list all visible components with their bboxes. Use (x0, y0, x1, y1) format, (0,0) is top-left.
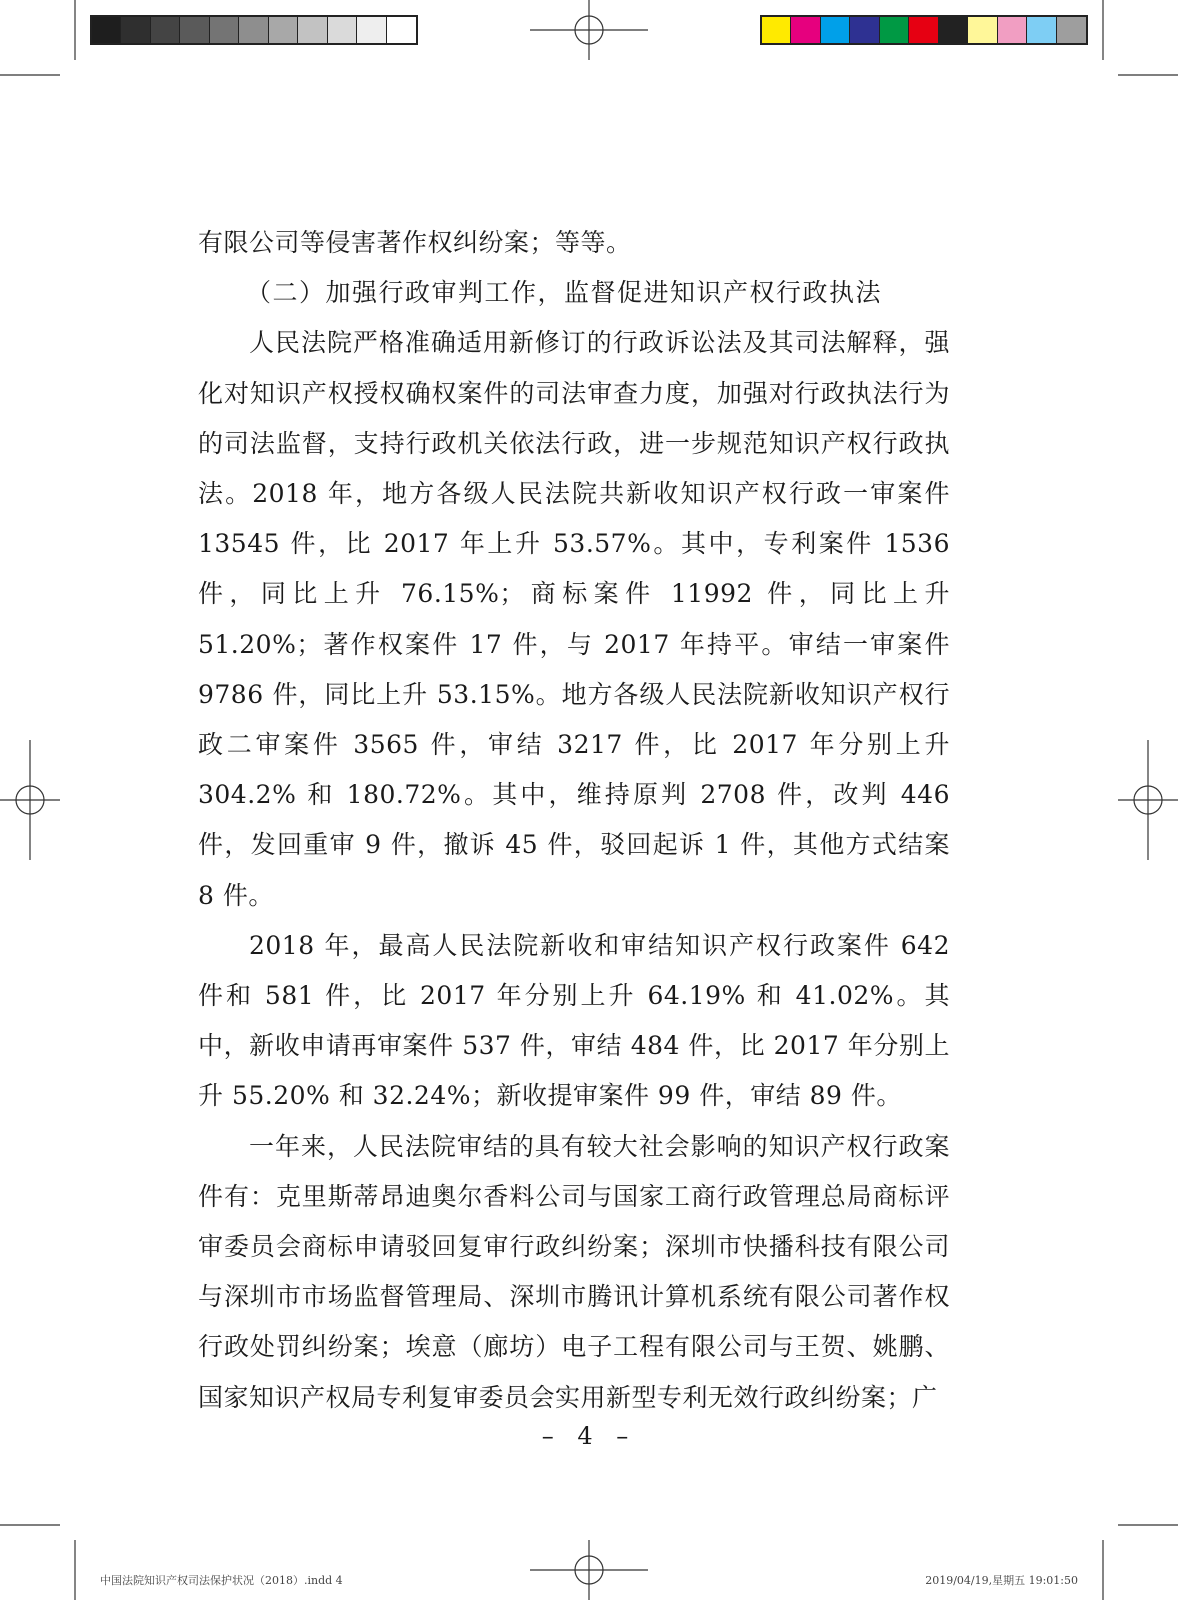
color-swatch (968, 17, 997, 43)
gray-swatch (239, 17, 268, 43)
color-swatch (909, 17, 938, 43)
color-swatch (821, 17, 850, 43)
gray-swatch (387, 17, 416, 43)
gray-swatch (92, 17, 121, 43)
color-swatch (880, 17, 909, 43)
gray-swatch (121, 17, 150, 43)
gray-swatch (151, 17, 180, 43)
gray-swatch (180, 17, 209, 43)
color-swatch (1027, 17, 1056, 43)
grayscale-bar (90, 15, 418, 45)
footer-filename: 中国法院知识产权司法保护状况（2018）.indd 4 (100, 1574, 343, 1587)
gray-swatch (328, 17, 357, 43)
paragraph-3: 一年来，人民法院审结的具有较大社会影响的知识产权行政案件有：克里斯蒂昂迪奥尔香料公司与国家工商行政管理总局商标评审委员会商标申请驳回复审行政纠纷案；深圳市快播科技有限公司与深圳市市场监督管理局、深圳市腾讯计算机系统有限公司著作权行政处罚纠纷案；埃意（廊坊）电子工程有限公司与王贺、姚鹏、国家知识产权局专利复审委员会实用新型专利无效行政纠纷案；广 (198, 1131, 950, 1412)
paragraph-2: 2018 年，最高人民法院新收和审结知识产权行政案件 642 件和 581 件，比 2017 年分别上升 64.19% 和 41.02%。其中，新收申请再审案件 537 件，审结 484 件，比 2017 年分别上升 55.20% 和 32.24%；新收提审案件 99 件，审结 89 件。 (198, 930, 950, 1111)
color-swatch (939, 17, 968, 43)
color-swatch (762, 17, 791, 43)
color-swatch (1057, 17, 1086, 43)
paragraph-1: 人民法院严格准确适用新修订的行政诉讼法及其司法解释，强化对知识产权授权确权案件的司法审查力度，加强对行政执法行为的司法监督，支持行政机关依法行政，进一步规范知识产权行政执法。2018 年，地方各级人民法院共新收知识产权行政一审案件 13545 件，比 2017 年上升 53.57%。其中，专利案件 1536 件，同比上升 76.15%；商标案件 11992 件，同比上升 51.20%；著作权案件 17 件，与 2017 年持平。审结一审案件 9786 件，同比上升 53.15%。地方各级人民法院新收知识产权行政二审案件 3565 件，审结 3217 件，比 2017 年分别上升 304.2% 和 180.72%。其中，维持原判 2708 件，改判 446 件，发回重审 9 件，撤诉 45 件，驳回起诉 1 件，其他方式结案 8 件。 (198, 328, 950, 910)
page-number: – 4 – (541, 1422, 637, 1450)
gray-swatch (298, 17, 327, 43)
gray-swatch (269, 17, 298, 43)
footer-timestamp: 2019/04/19,星期五 19:01:50 (925, 1574, 1078, 1587)
body-text (198, 218, 950, 1423)
color-bar (760, 15, 1088, 45)
section-heading: （二）加强行政审判工作，监督促进知识产权行政执法 (246, 278, 883, 308)
color-swatch (791, 17, 820, 43)
gray-swatch (357, 17, 386, 43)
color-swatch (850, 17, 879, 43)
gray-swatch (210, 17, 239, 43)
color-swatch (998, 17, 1027, 43)
paragraph-0: 有限公司等侵害著作权纠纷案；等等。 (198, 228, 632, 257)
